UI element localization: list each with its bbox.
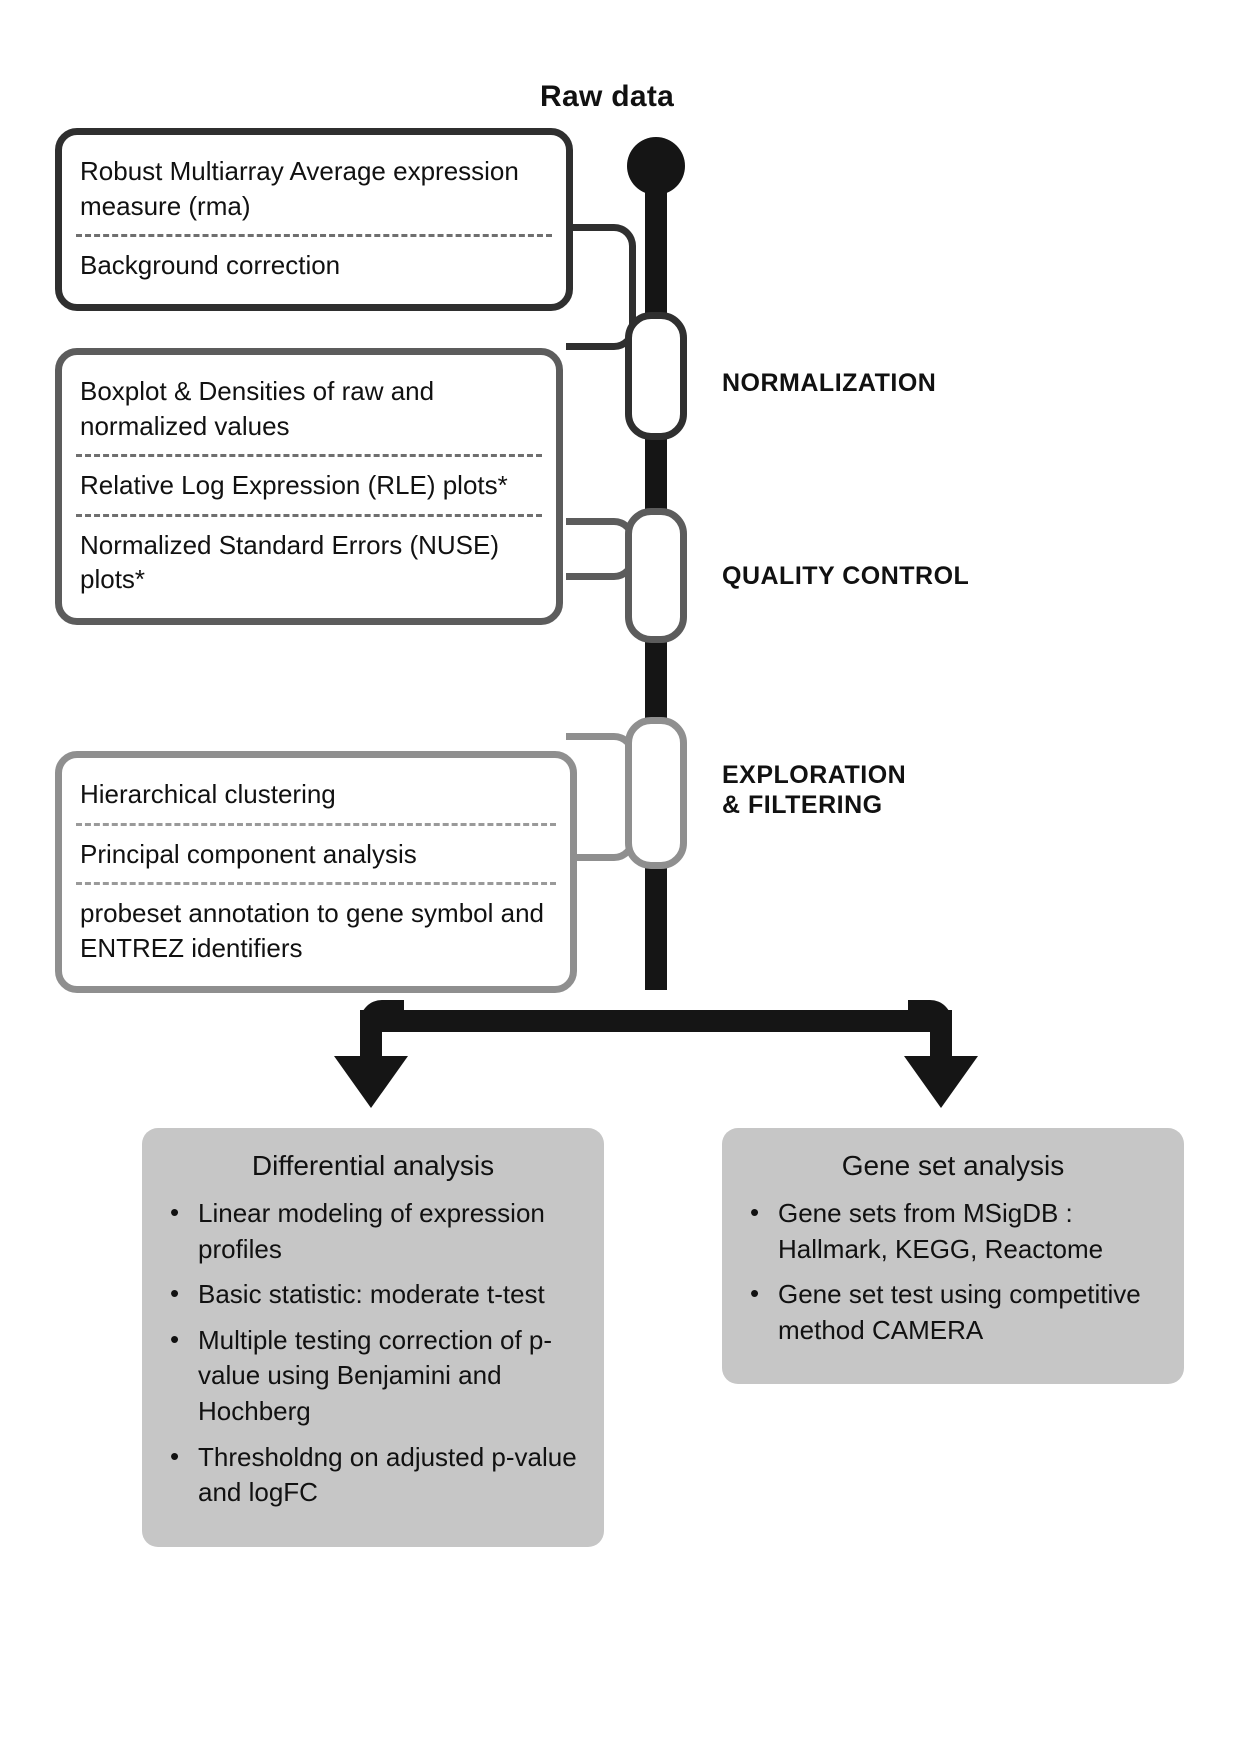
list-item: • Linear modeling of expression profiles (168, 1196, 582, 1267)
box-item: probeset annotation to gene symbol and ENTREZ identifiers (80, 898, 545, 963)
arrow-to-differential-analysis (334, 1056, 408, 1108)
stage-node-quality-control[interactable] (625, 508, 687, 643)
stage-label-exploration-line1: EXPLORATION (722, 761, 907, 789)
fork-stem-left (360, 1010, 382, 1062)
stage-label-quality-control: QUALITY CONTROL (722, 562, 970, 590)
fork-stem-right (930, 1010, 952, 1062)
list-item: • Gene sets from MSigDB : Hallmark, KEGG, Reactome (748, 1196, 1162, 1267)
stage-label-exploration (722, 760, 906, 820)
box-item: Relative Log Expression (RLE) plots* (80, 470, 508, 501)
stage-label-normalization: NORMALIZATION (722, 369, 937, 397)
list-item: • Basic statistic: moderate t-test (168, 1277, 582, 1313)
box-item: Robust Multiarray Average expression measure (rma) (80, 156, 519, 221)
stage-node-exploration[interactable] (625, 717, 687, 869)
panel-gene-set-analysis (722, 1128, 1184, 1384)
panel-list (164, 1196, 582, 1511)
box-normalization (55, 128, 573, 311)
box-quality-control (55, 348, 563, 625)
list-item: • Multiple testing correction of p-value using Benjamini and Hochberg (168, 1323, 582, 1430)
box-exploration (55, 751, 577, 993)
list-item: • Gene set test using competitive method CAMERA (748, 1277, 1162, 1348)
panel-differential-analysis (142, 1128, 604, 1547)
panel-title: Differential analysis (251, 1150, 495, 1181)
stage-node-normalization[interactable] (625, 312, 687, 440)
page-title: Raw data (540, 80, 675, 113)
panel-list (744, 1196, 1162, 1348)
box-item: Boxplot & Densities of raw and normalized values (80, 376, 435, 441)
arrow-to-gene-set-analysis (904, 1056, 978, 1108)
box-item: Normalized Standard Errors (NUSE) plots* (80, 529, 500, 595)
box-item: Background correction (80, 250, 341, 281)
box-item: Principal component analysis (80, 838, 417, 869)
list-item: • Thresholdng on adjusted p-value and logFC (168, 1440, 582, 1511)
box-item: Hierarchical clustering (80, 779, 336, 809)
stage-label-exploration-line2: & FILTERING (722, 791, 883, 819)
panel-title: Gene set analysis (841, 1150, 1065, 1181)
fork-bar (360, 1010, 952, 1032)
